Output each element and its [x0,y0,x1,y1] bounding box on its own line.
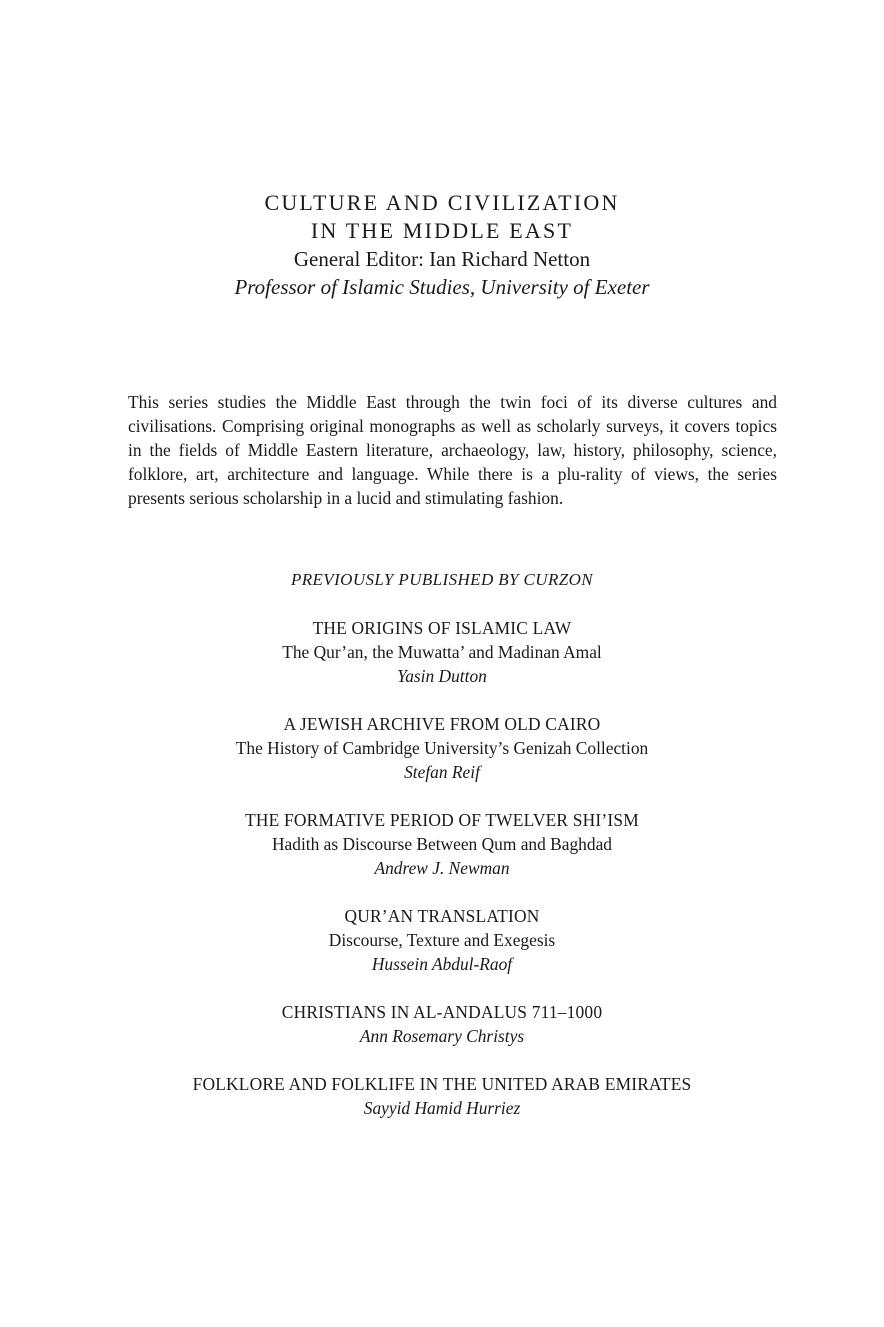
book-subtitle: The Qur’an, the Muwatta’ and Madinan Amal [282,642,602,662]
book-title: THE FORMATIVE PERIOD OF TWELVER SHI’ISM [245,810,639,830]
book-entry [0,1072,884,1120]
book-title: QUR’AN TRANSLATION [344,906,540,926]
book-subtitle: The History of Cambridge University’s Genizah Collection [235,738,649,758]
book-entry [0,904,884,976]
book-entry [0,1000,884,1048]
book-author: Yasin Dutton [397,666,487,686]
book-entry [0,712,884,784]
book-subtitle: Discourse, Texture and Exegesis [328,930,556,950]
book-entry [0,808,884,880]
book-author: Stefan Reif [404,762,480,782]
series-title-line-1: CULTURE AND CIVILIZATION [264,190,620,215]
book-title: A JEWISH ARCHIVE FROM OLD CAIRO [283,714,601,734]
series-title-line-2: IN THE MIDDLE EAST [310,218,574,243]
series-header [0,189,884,302]
general-editor: General Editor: Ian Richard Netton [293,247,591,271]
editor-affiliation: Professor of Islamic Studies, University of Exeter [234,275,650,299]
series-description: This series studies the Middle East through the twin foci of its diverse cultures and civilisations. Comprising original monographs as well as scholarly surveys, it covers topics in the fields of Middle Eastern literature, archaeology, law, history, philosophy, science, folklore, art, architecture and language. While there is a plu-rality of views, the series presents serious scholarship in a lucid and stimulating fashion. [128,392,777,508]
book-author: Andrew J. Newman [374,858,510,878]
book-title: THE ORIGINS OF ISLAMIC LAW [312,618,572,638]
book-title: FOLKLORE AND FOLKLIFE IN THE UNITED ARAB EMIRATES [192,1074,692,1094]
book-author: Sayyid Hamid Hurriez [363,1098,521,1118]
book-author: Ann Rosemary Christys [359,1026,525,1046]
book-author: Hussein Abdul-Raof [371,954,513,974]
book-entry [0,616,884,688]
previously-published-heading: PREVIOUSLY PUBLISHED BY CURZON [290,570,594,589]
book-subtitle: Hadith as Discourse Between Qum and Baghdad [271,834,612,854]
book-title: CHRISTIANS IN AL-ANDALUS 711–1000 [281,1002,603,1022]
